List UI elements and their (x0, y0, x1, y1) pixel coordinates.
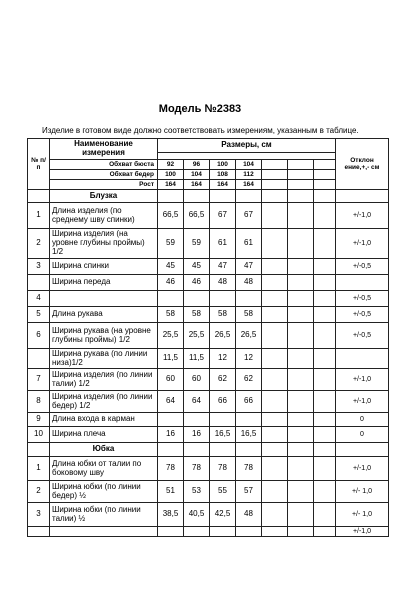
size-value: 55 (210, 481, 236, 503)
row-number: 3 (28, 503, 50, 527)
measurement-name: Ширина изделия (по линии бедер) 1/2 (50, 391, 158, 413)
table-row (28, 275, 389, 291)
row-number: 9 (28, 413, 50, 427)
table-row (28, 259, 389, 275)
size-value: 66,5 (184, 203, 210, 229)
tolerance-value: +/-1,0 (336, 229, 389, 259)
table-row (28, 203, 389, 229)
size-value: 62 (210, 369, 236, 391)
size-value: 26,5 (236, 323, 262, 349)
measurement-name (50, 291, 158, 307)
tolerance-value: +/- 1,0 (336, 481, 389, 503)
section-title: Блузка (50, 190, 158, 203)
size-value: 51 (158, 481, 184, 503)
size-value: 58 (184, 307, 210, 323)
size-value (158, 291, 184, 307)
tolerance-value: +/-1,0 (336, 391, 389, 413)
measurement-name: Длина юбки от талии по боковому шву (50, 457, 158, 481)
measurement-name: Ширина спинки (50, 259, 158, 275)
measure-value: 96 (184, 160, 210, 170)
size-value: 48 (210, 275, 236, 291)
size-value: 62 (236, 369, 262, 391)
size-value: 60 (158, 369, 184, 391)
size-value: 25,5 (158, 323, 184, 349)
tolerance-value (336, 275, 389, 291)
table-row (28, 457, 389, 481)
size-value: 16,5 (236, 427, 262, 443)
size-value: 48 (236, 275, 262, 291)
size-value: 58 (158, 307, 184, 323)
measure-label: Обхват бедер (50, 170, 158, 180)
measurement-name: Ширина изделия (по линии талии) 1/2 (50, 369, 158, 391)
measure-value: 164 (184, 180, 210, 190)
size-value: 26,5 (210, 323, 236, 349)
measure-value: 100 (210, 160, 236, 170)
measure-label: Рост (50, 180, 158, 190)
size-value (236, 527, 262, 537)
measurement-name: Ширина рукава (по линии низа)1/2 (50, 349, 158, 369)
table-row (28, 427, 389, 443)
size-value: 40,5 (184, 503, 210, 527)
size-value: 12 (210, 349, 236, 369)
measure-value: 108 (210, 170, 236, 180)
measurement-name: Ширина переда (50, 275, 158, 291)
table-row (28, 229, 389, 259)
size-chart-table (27, 138, 389, 537)
size-value: 45 (158, 259, 184, 275)
size-value (236, 291, 262, 307)
table-row (28, 481, 389, 503)
measure-label: Обхват бюста (50, 160, 158, 170)
table-row (28, 369, 389, 391)
row-number (28, 275, 50, 291)
size-value: 59 (184, 229, 210, 259)
size-value: 64 (184, 391, 210, 413)
row-number (28, 527, 50, 537)
size-value: 61 (210, 229, 236, 259)
size-value: 45 (184, 259, 210, 275)
size-value: 11,5 (158, 349, 184, 369)
table-row (28, 323, 389, 349)
measure-value: 164 (158, 180, 184, 190)
size-value: 25,5 (184, 323, 210, 349)
table-row (28, 503, 389, 527)
tolerance-value: 0 (336, 427, 389, 443)
tolerance-value: +/-0,5 (336, 307, 389, 323)
size-value: 11,5 (184, 349, 210, 369)
row-number: 2 (28, 229, 50, 259)
section-row (28, 190, 389, 203)
table-row (28, 349, 389, 369)
size-value: 66 (236, 391, 262, 413)
tolerance-value: +/- 1,0 (336, 503, 389, 527)
size-value: 61 (236, 229, 262, 259)
measure-value: 104 (184, 170, 210, 180)
tolerance-value (336, 349, 389, 369)
table-row (28, 291, 389, 307)
header-row-1 (28, 139, 389, 153)
size-value (158, 413, 184, 427)
size-value (184, 527, 210, 537)
measurement-name: Ширина изделия (на уровне глубины проймы) 1/2 (50, 229, 158, 259)
size-value: 78 (236, 457, 262, 481)
name-column-header: Наименование измерения (50, 139, 158, 160)
measurement-name: Длина рукава (50, 307, 158, 323)
size-value: 38,5 (158, 503, 184, 527)
tolerance-value: +/-1,0 (336, 457, 389, 481)
size-value: 60 (184, 369, 210, 391)
size-value: 78 (158, 457, 184, 481)
size-value: 16 (158, 427, 184, 443)
section-row (28, 443, 389, 457)
measurement-name: Ширина рукава (на уровне глубины проймы) 1/2 (50, 323, 158, 349)
tolerance-value: +/-1,0 (336, 369, 389, 391)
table-row (28, 413, 389, 427)
measure-value: 112 (236, 170, 262, 180)
measure-value: 104 (236, 160, 262, 170)
model-title: Модель №2383 (158, 103, 242, 115)
measure-value: 164 (236, 180, 262, 190)
size-value: 66 (210, 391, 236, 413)
measure-row (28, 180, 389, 190)
size-value: 67 (210, 203, 236, 229)
size-value: 78 (210, 457, 236, 481)
row-number: 10 (28, 427, 50, 443)
size-value: 57 (236, 481, 262, 503)
table-row (28, 391, 389, 413)
measurement-name: Ширина плеча (50, 427, 158, 443)
measurement-name: Ширина юбки (по линии талии) ½ (50, 503, 158, 527)
size-value (210, 291, 236, 307)
measurement-name: Длина изделия (по среднему шву спинки) (50, 203, 158, 229)
size-value: 47 (210, 259, 236, 275)
row-number: 5 (28, 307, 50, 323)
measure-row (28, 170, 389, 180)
measure-row (28, 160, 389, 170)
section-title: Юбка (50, 443, 158, 457)
row-number: 8 (28, 391, 50, 413)
measure-value: 164 (210, 180, 236, 190)
size-value: 12 (236, 349, 262, 369)
tolerance-value: +/-0,5 (336, 323, 389, 349)
size-value: 78 (184, 457, 210, 481)
measure-value: 100 (158, 170, 184, 180)
row-number: 1 (28, 203, 50, 229)
table-row (28, 307, 389, 323)
size-value (158, 527, 184, 537)
tolerance-column-header: Отклон ение,+,- см (336, 139, 389, 190)
table-caption: Изделие в готовом виде должно соответствовать измерениям, указанным в таблице. (42, 126, 359, 135)
tolerance-value: +/-1,0 (336, 527, 389, 537)
tolerance-value: +/-0,5 (336, 291, 389, 307)
tolerance-value: 0 (336, 413, 389, 427)
size-value: 46 (184, 275, 210, 291)
size-value (184, 413, 210, 427)
size-value (210, 413, 236, 427)
size-value: 46 (158, 275, 184, 291)
size-value (236, 413, 262, 427)
num-column-header: № п/п (28, 139, 50, 190)
size-value: 58 (236, 307, 262, 323)
size-value: 59 (158, 229, 184, 259)
size-value: 67 (236, 203, 262, 229)
sizes-column-header: Размеры, см (158, 139, 336, 153)
size-value (210, 527, 236, 537)
size-value: 48 (236, 503, 262, 527)
row-number: 3 (28, 259, 50, 275)
size-value: 16,5 (210, 427, 236, 443)
tolerance-value: +/-1,0 (336, 203, 389, 229)
size-value: 42,5 (210, 503, 236, 527)
row-number: 4 (28, 291, 50, 307)
size-value: 64 (158, 391, 184, 413)
row-number: 7 (28, 369, 50, 391)
size-value: 66,5 (158, 203, 184, 229)
tolerance-value: +/-0,5 (336, 259, 389, 275)
measurement-name: Ширина юбки (по линии бедер) ½ (50, 481, 158, 503)
measurement-name (50, 527, 158, 537)
row-number: 2 (28, 481, 50, 503)
size-value: 58 (210, 307, 236, 323)
row-number: 6 (28, 323, 50, 349)
measure-value: 92 (158, 160, 184, 170)
size-value (184, 291, 210, 307)
measurement-name: Длина входа в карман (50, 413, 158, 427)
size-value: 16 (184, 427, 210, 443)
row-number: 1 (28, 457, 50, 481)
row-number (28, 349, 50, 369)
size-value: 47 (236, 259, 262, 275)
size-value: 53 (184, 481, 210, 503)
table-row (28, 527, 389, 537)
